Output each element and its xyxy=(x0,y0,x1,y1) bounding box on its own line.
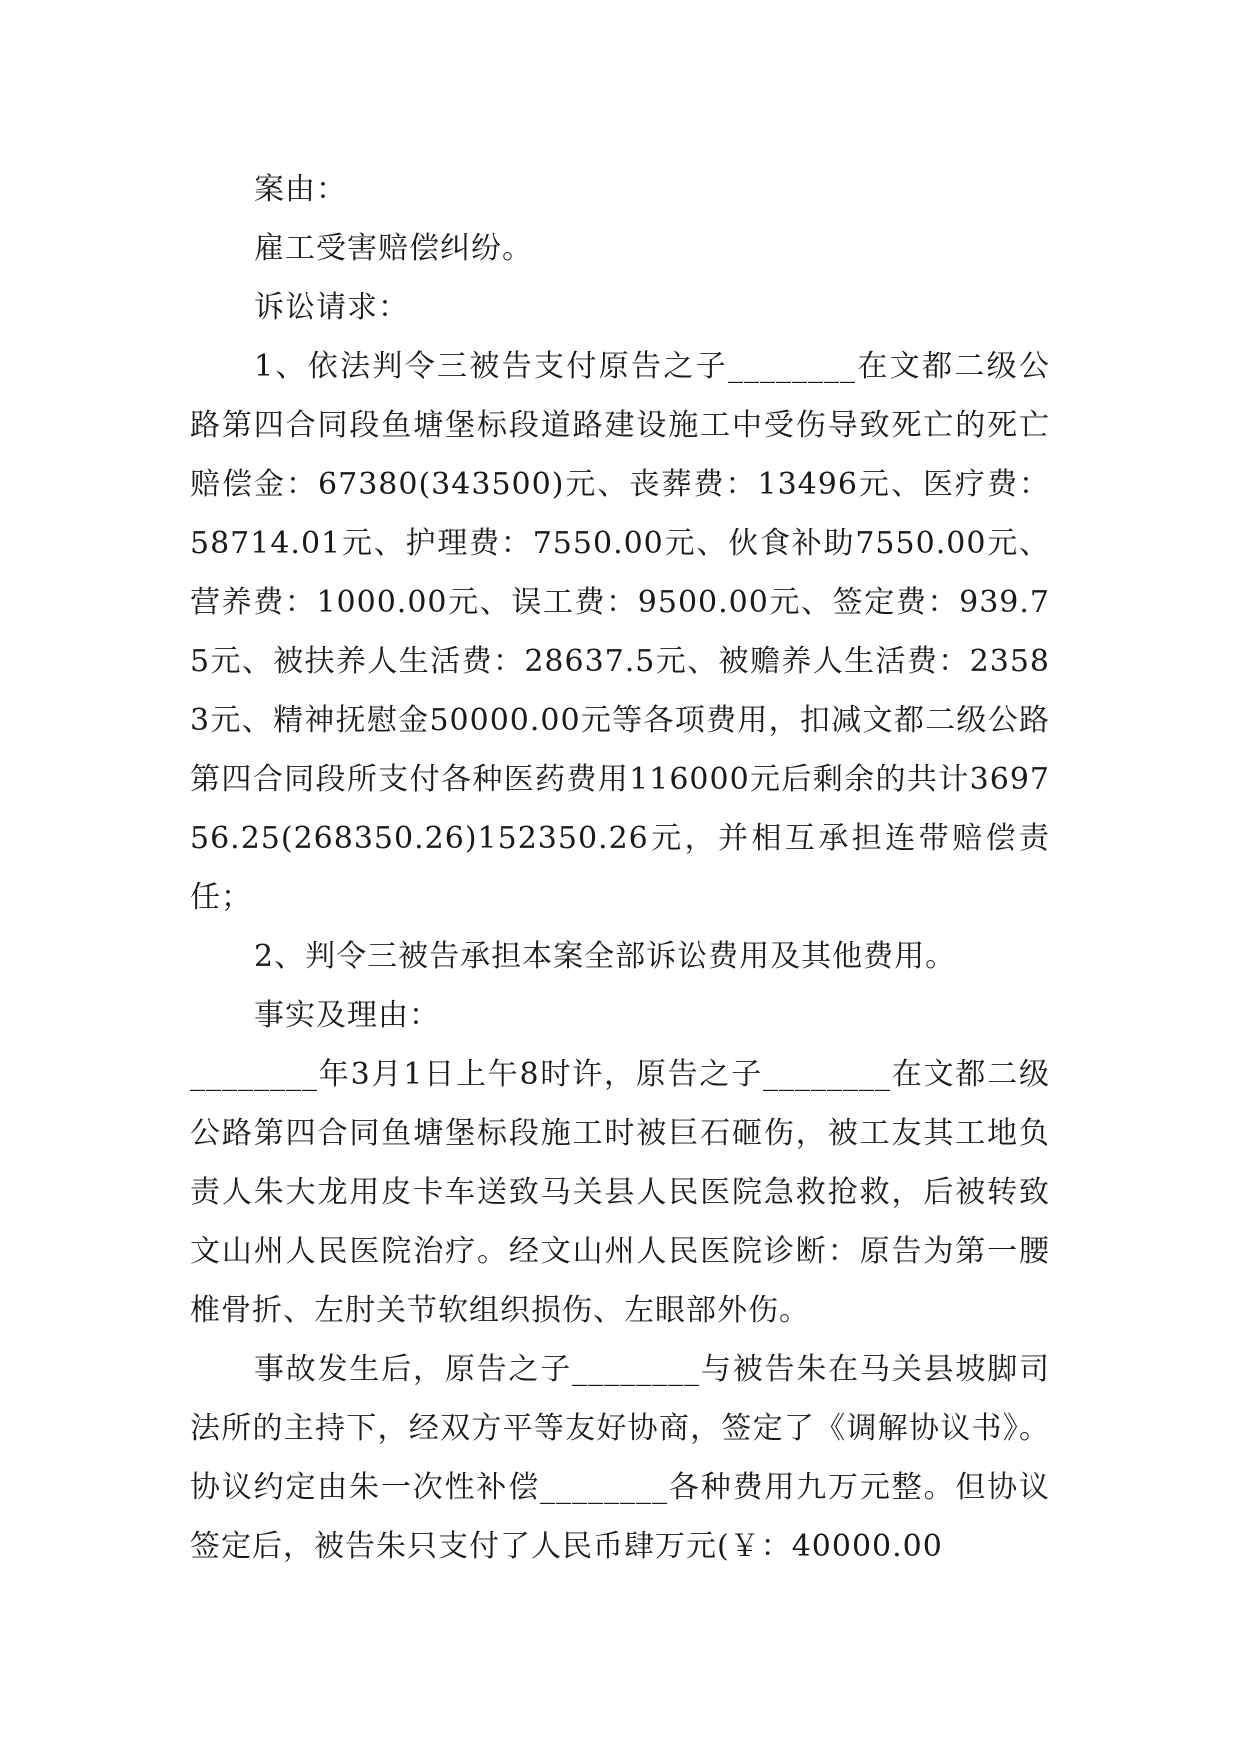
facts-paragraph-1: ________年3月1日上午8时许，原告之子________在文都二级公路第四合同鱼塘堡标段施工时被巨石砸伤，被工友其工地负责人朱大龙用皮卡车送致马关县人民医院急救抢救，后被转致文山州人民医院治疗。经文山州人民医院诊断：原告为第一腰椎骨折、左肘关节软组织损伤、左眼部外伤。 xyxy=(190,1057,1050,1328)
case-cause-heading: 案由： xyxy=(254,172,347,207)
facts-heading: 事实及理由： xyxy=(254,998,440,1033)
document-page xyxy=(190,160,1050,1576)
claim-item-2: 2、判令三被告承担本案全部诉讼费用及其他费用。 xyxy=(254,939,957,974)
claims-heading: 诉讼请求： xyxy=(254,290,409,325)
facts-paragraph-2: 事故发生后，原告之子________与被告朱在马关县坡脚司法所的主持下，经双方平等友好协商，签定了《调解协议书》。协议约定由朱一次性补偿________各种费用九万元整。但协议签定后，被告朱只支付了人民币肆万元(￥：40000.00 xyxy=(190,1352,1050,1564)
case-cause-text: 雇工受害赔偿纠纷。 xyxy=(254,231,533,266)
claim-item-1: 1、依法判令三被告支付原告之子________在文都二级公路第四合同段鱼塘堡标段道路建设施工中受伤导致死亡的死亡赔偿金：67380(343500)元、丧葬费：13496元、医疗费：58714.01元、护理费：7550.00元、伙食补助7550.00元、营养费：1000.00元、误工费：9500.00元、签定费：939.75元、被扶养人生活费：28637.5元、被赡养人生活费：23583元、精神抚慰金50000.00元等各项费用，扣减文都二级公路第四合同段所支付各种医药费用116000元后剩余的共计369756.25(268350.26)152350.26元，并相互承担连带赔偿责任； xyxy=(190,349,1050,915)
